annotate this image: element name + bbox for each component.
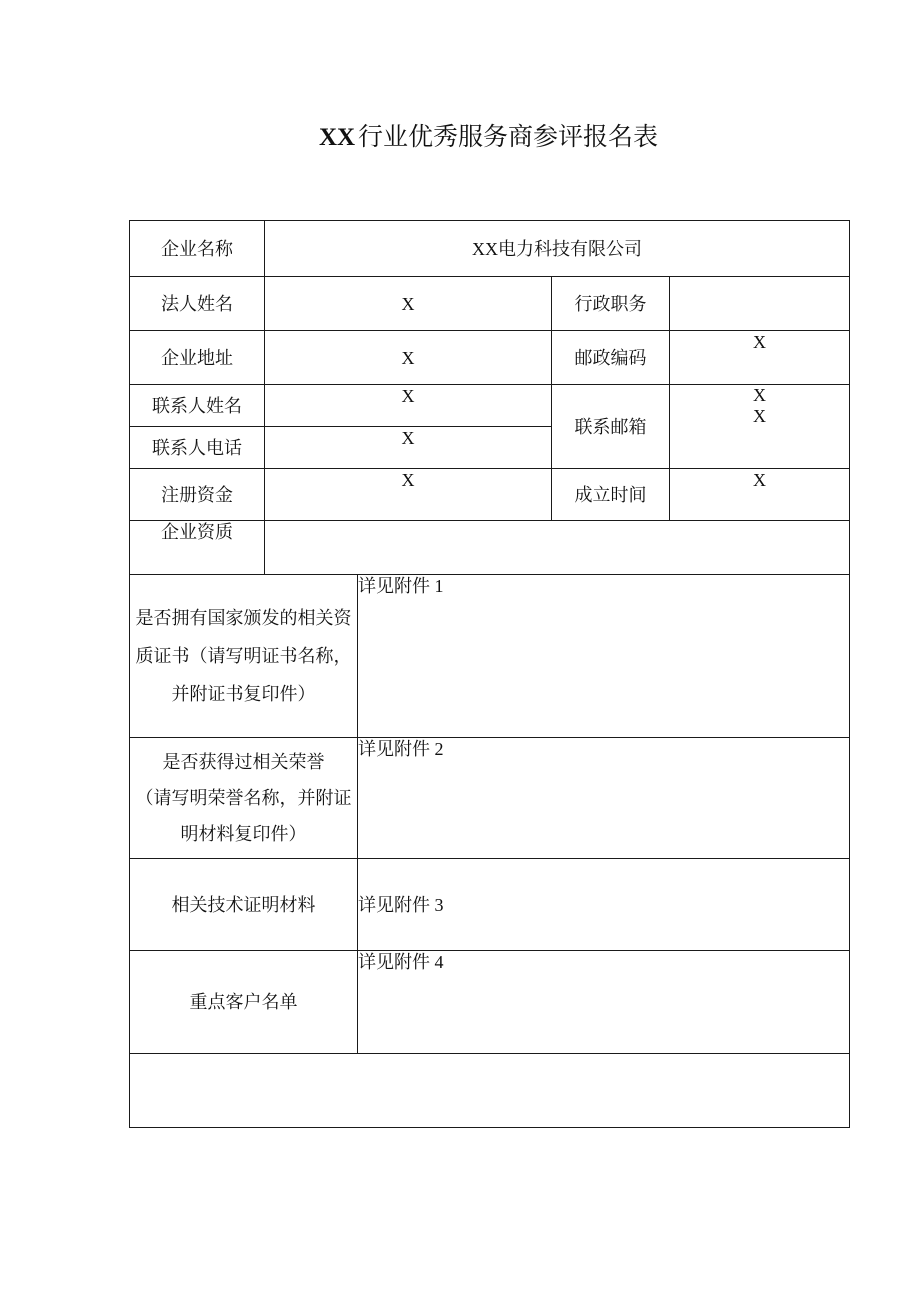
label-line: 是否拥有国家颁发的相关资 <box>135 608 352 628</box>
certificate-answer: 详见附件 1 <box>358 575 850 738</box>
label-line: 明材料复印件） <box>180 824 307 844</box>
title-prefix: XX <box>318 124 356 151</box>
table-row <box>130 951 850 1054</box>
tech-proof-label <box>130 859 358 951</box>
table-row <box>130 385 850 427</box>
label-line: 重点客户名单 <box>189 992 298 1012</box>
address-value: X <box>265 331 552 385</box>
table-row <box>130 738 850 859</box>
email-value-line: X <box>753 406 766 426</box>
table-row <box>130 331 850 385</box>
company-name-value: XX电力科技有限公司 <box>265 221 850 277</box>
table-row <box>130 1054 850 1128</box>
key-clients-label <box>130 951 358 1054</box>
table-row <box>130 521 850 575</box>
postcode-label: 邮政编码 <box>552 331 670 385</box>
contact-name-value: X <box>265 385 552 427</box>
table-row <box>130 277 850 331</box>
page-title <box>129 122 848 154</box>
company-name-label: 企业名称 <box>130 221 265 277</box>
legal-person-value: X <box>265 277 552 331</box>
position-value <box>670 277 850 331</box>
label-line: 质证书（请写明证书名称， <box>135 646 352 666</box>
founded-value: X <box>670 469 850 521</box>
blank-row <box>130 1054 850 1128</box>
contact-name-label: 联系人姓名 <box>130 385 265 427</box>
registration-form-table <box>129 220 850 1128</box>
email-label: 联系邮箱 <box>552 385 670 469</box>
table-row <box>130 221 850 277</box>
label-line: 并附证书复印件） <box>171 684 316 704</box>
honor-question-label <box>130 738 358 859</box>
table-row <box>130 859 850 951</box>
founded-label: 成立时间 <box>552 469 670 521</box>
capital-label: 注册资金 <box>130 469 265 521</box>
qualification-label: 企业资质 <box>130 521 265 575</box>
capital-value: X <box>265 469 552 521</box>
contact-phone-value: X <box>265 427 552 469</box>
position-label: 行政职务 <box>552 277 670 331</box>
honor-answer: 详见附件 2 <box>358 738 850 859</box>
contact-phone-label: 联系人电话 <box>130 427 265 469</box>
email-value <box>670 385 850 469</box>
label-line: 是否获得过相关荣誉 <box>162 752 325 772</box>
table-row <box>130 469 850 521</box>
legal-person-label: 法人姓名 <box>130 277 265 331</box>
label-line: （请写明荣誉名称，并附证 <box>135 788 352 808</box>
email-value-line: X <box>753 385 766 405</box>
label-line: 相关技术证明材料 <box>171 894 316 915</box>
certificate-question-label <box>130 575 358 738</box>
address-label: 企业地址 <box>130 331 265 385</box>
qualification-value <box>265 521 850 575</box>
title-text: 行业优秀服务商参评报名表 <box>358 124 659 151</box>
key-clients-answer: 详见附件 4 <box>358 951 850 1054</box>
postcode-value: X <box>670 331 850 385</box>
table-row <box>130 575 850 738</box>
tech-proof-answer: 详见附件 3 <box>358 859 850 951</box>
